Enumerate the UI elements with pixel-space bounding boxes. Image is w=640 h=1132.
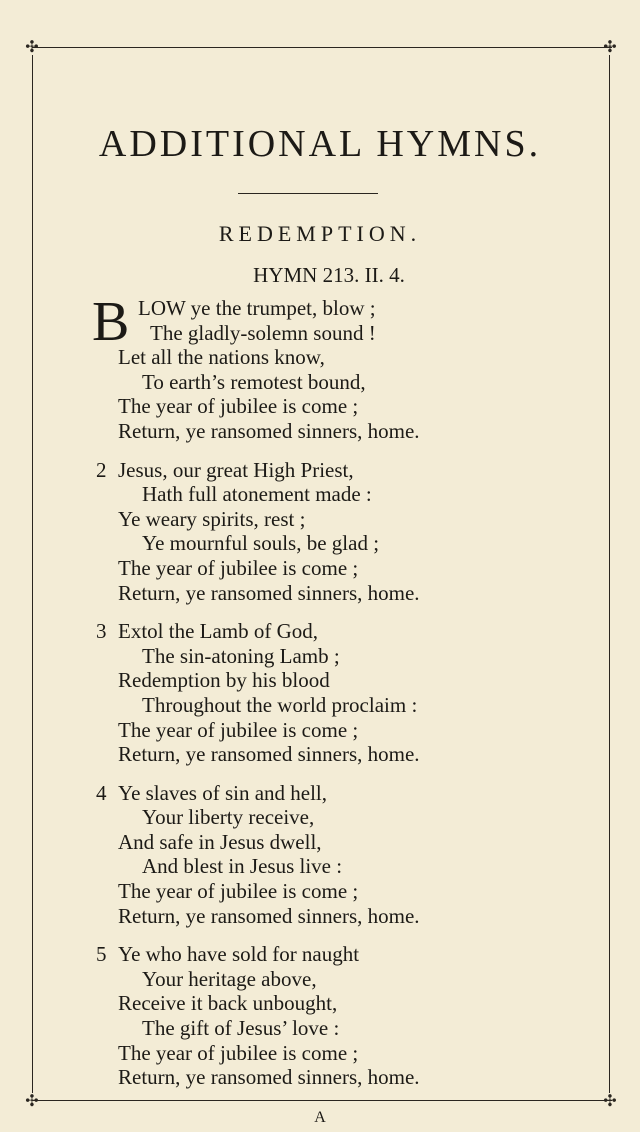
stanza-line: Ye weary spirits, rest ; (118, 506, 306, 531)
stanza-line: Let all the nations know, (118, 345, 325, 370)
stanza (0, 291, 640, 444)
verse-number (0, 458, 118, 483)
corner-ornament-icon: ✣ (603, 37, 617, 56)
stanza (0, 942, 640, 1090)
verse-number-label: 3 (96, 619, 107, 644)
stanza-line (0, 458, 640, 483)
top-border-rule (32, 47, 612, 48)
stanza-line: The gladly-solemn sound ! (150, 320, 376, 345)
stanza-line: Return, ye ransomed sinners, home. (118, 1065, 420, 1090)
stanza-line: Hath full atonement made : (142, 482, 372, 507)
stanza-line: LOW ye the trumpet, blow ; (138, 296, 376, 320)
stanza (0, 458, 640, 606)
stanza-line: Receive it back unbought, (118, 991, 338, 1016)
stanza-line (0, 942, 640, 967)
stanza-line: Return, ye ransomed sinners, home. (118, 903, 420, 928)
line-text: Ye slaves of sin and hell, (118, 780, 328, 805)
stanza-line: Your heritage above, (142, 966, 317, 991)
signature-mark: A (314, 1109, 326, 1126)
stanza-line: Return, ye ransomed sinners, home. (118, 742, 420, 767)
stanza-line: Throughout the world proclaim : (142, 692, 418, 717)
stanza-line: The year of jubilee is come ; (118, 879, 359, 904)
hymn-number: HYMN 213. II. 4. (253, 263, 405, 287)
stanza-line: Ye mournful souls, be glad ; (142, 531, 380, 556)
section-heading: REDEMPTION. (218, 221, 422, 246)
page-title: ADDITIONAL HYMNS. (98, 123, 542, 165)
corner-ornament-icon: ✣ (25, 1091, 39, 1110)
verse-number (0, 942, 118, 967)
line-text: Ye who have sold for naught (118, 942, 360, 967)
stanza-line: The year of jubilee is come ; (118, 394, 359, 419)
verse-number-label: 5 (96, 942, 107, 967)
stanza (0, 781, 640, 929)
stanza-line (0, 619, 640, 644)
corner-ornament-icon: ✣ (603, 1091, 617, 1110)
stanza-line: Redemption by his blood (118, 668, 330, 693)
stanza (0, 619, 640, 767)
line-text: Extol the Lamb of God, (118, 619, 319, 644)
stanza-line: The year of jubilee is come ; (118, 717, 359, 742)
stanza-line: Return, ye ransomed sinners, home. (118, 418, 420, 443)
verse-number (0, 619, 118, 644)
verse-number-label: 2 (96, 457, 107, 482)
line-text: Jesus, our great High Priest, (118, 457, 354, 482)
stanza-line: Return, ye ransomed sinners, home. (118, 580, 420, 605)
stanza-line: The gift of Jesus’ love : (142, 1016, 340, 1041)
stanza-line: Your liberty receive, (142, 805, 315, 830)
stanza-line: And safe in Jesus dwell, (118, 829, 322, 854)
stanza-line: And blest in Jesus live : (142, 854, 343, 879)
corner-ornament-icon: ✣ (25, 37, 39, 56)
verse-number-label: 4 (96, 780, 107, 805)
title-divider (238, 193, 378, 194)
stanza-line: The year of jubilee is come ; (118, 1040, 359, 1065)
hymn-text (0, 291, 640, 1104)
verse-number (0, 781, 118, 806)
stanza-line: The year of jubilee is come ; (118, 555, 359, 580)
stanza-line: To earth’s remotest bound, (142, 369, 366, 394)
stanza-line: The sin-atoning Lamb ; (142, 643, 340, 668)
stanza-line (0, 781, 640, 806)
drop-cap: B (92, 291, 130, 353)
